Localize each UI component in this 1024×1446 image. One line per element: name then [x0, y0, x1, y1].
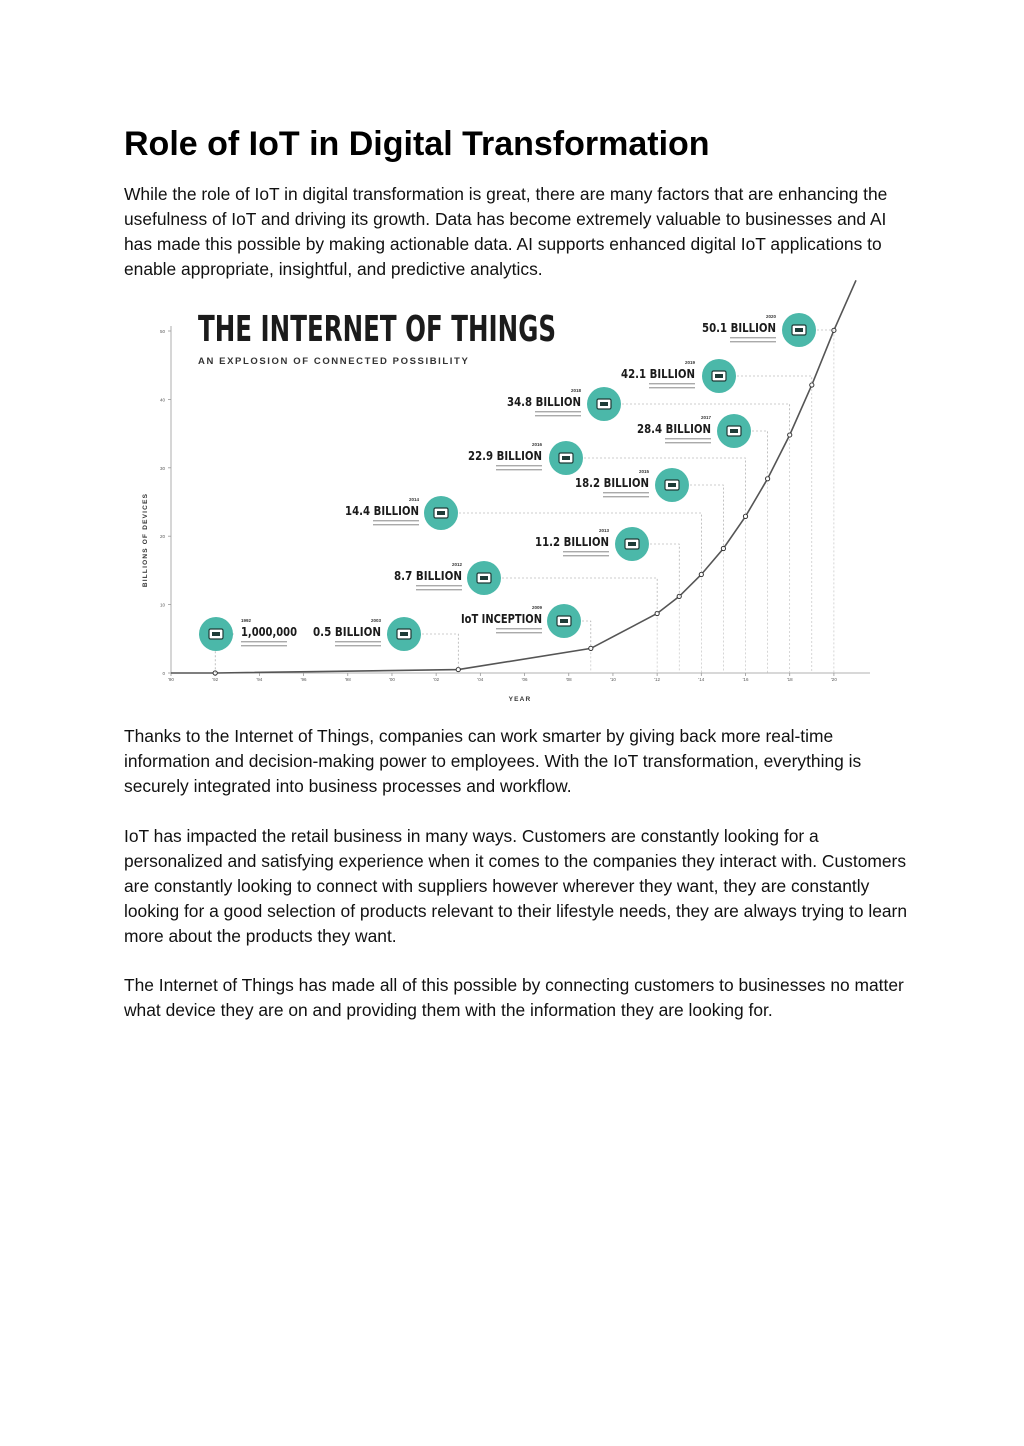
callout-caption-line	[603, 496, 649, 497]
y-tick-label: 20	[159, 534, 165, 540]
callout-label: 50.1 BILLION	[702, 321, 776, 335]
callout-year: 2009	[531, 605, 542, 610]
callout-caption-line	[241, 645, 287, 646]
callout-1992	[199, 617, 297, 673]
callout-year: 2003	[370, 618, 381, 623]
x-tick-label: '02	[433, 677, 440, 682]
callout-caption-line	[665, 438, 711, 439]
callout-2003	[313, 617, 458, 670]
x-tick-label: '04	[477, 677, 484, 682]
callout-caption-line	[535, 411, 581, 412]
body-paragraph: The Internet of Things has made all of this possible by connecting customers to businesses no matter what device they are on and providing them with the information they are looking for.	[124, 975, 904, 1020]
callout-caption-line	[563, 551, 609, 552]
callout-2012	[394, 561, 657, 613]
icon-glyph-detail	[730, 429, 738, 433]
callout-year: 2015	[638, 469, 649, 474]
callout-year: 2017	[700, 415, 711, 420]
callout-label: 22.9 BILLION	[468, 449, 542, 463]
callout-year: 2019	[684, 360, 695, 365]
callout-label: 11.2 BILLION	[535, 535, 609, 549]
callout-connector	[690, 485, 723, 549]
callout-label: 34.8 BILLION	[507, 395, 581, 409]
callout-caption-line	[649, 387, 695, 388]
icon-glyph-detail	[715, 374, 723, 378]
y-tick-label: 10	[159, 602, 165, 608]
callout-connector	[422, 634, 458, 670]
body-paragraph: IoT has impacted the retail business in many ways. Customers are constantly looking for a personalized and satisfying experience when it comes to the companies they interact with. Customers are constantly looking to connect with suppliers however wherever they want, they are constantly looking for a good selection of products relevant to their lifestyle needs, they are always trying to learn more about the products they want.	[124, 826, 908, 946]
callout-caption-line	[535, 415, 581, 416]
chart-subtitle: AN EXPLOSION OF CONNECTED POSSIBILITY	[198, 356, 470, 367]
callout-year: 2014	[408, 497, 419, 502]
callout-connector	[752, 431, 768, 479]
data-point	[810, 383, 814, 387]
icon-glyph-detail	[628, 542, 636, 546]
callout-year: 1992	[241, 618, 252, 623]
callout-label: 42.1 BILLION	[621, 367, 695, 381]
icon-glyph-detail	[795, 328, 803, 332]
callout-caption-line	[241, 641, 287, 642]
callout-year: 2012	[451, 562, 462, 567]
callout-connector	[582, 621, 591, 648]
data-point	[699, 572, 703, 576]
x-tick-label: '90	[168, 677, 174, 682]
callout-label: 8.7 BILLION	[394, 569, 462, 583]
icon-glyph-detail	[560, 619, 568, 623]
y-tick-label: 30	[159, 465, 165, 471]
callout-2009	[461, 604, 591, 648]
callout-caption-line	[730, 337, 776, 338]
icon-glyph-detail	[480, 576, 488, 580]
x-tick-label: '20	[830, 677, 837, 682]
icon-glyph-detail	[668, 483, 676, 487]
callout-connector	[650, 544, 679, 596]
x-tick-label: '92	[212, 677, 219, 682]
callout-caption-line	[563, 555, 609, 556]
callout-caption-line	[603, 492, 649, 493]
chart-title: THE INTERNET OF THINGS	[198, 309, 556, 350]
callout-caption-line	[730, 341, 776, 342]
callout-caption-line	[496, 628, 542, 629]
callout-caption-line	[373, 524, 419, 525]
callout-2020	[702, 313, 834, 347]
data-point	[456, 667, 460, 671]
callout-year: 2020	[765, 314, 776, 319]
x-tick-label: '00	[389, 677, 395, 682]
callout-label: IoT INCEPTION	[461, 612, 542, 626]
intro-paragraph: While the role of IoT in digital transformation is great, there are many factors that are enhancing the usefulness of IoT and driving its growth. Data has become extremely valuable to businesses and AI has made this possible by making actionable data. AI supports enhanced digital IoT applications to enable appropriate, insightful, and predictive analytics.	[124, 184, 888, 279]
callout-caption-line	[416, 585, 462, 586]
data-point	[832, 328, 836, 332]
callout-caption-line	[665, 442, 711, 443]
callout-caption-line	[649, 383, 695, 384]
icon-glyph-detail	[600, 402, 608, 406]
x-tick-label: '18	[786, 677, 793, 682]
callout-connector	[502, 578, 657, 613]
callout-year: 2013	[598, 528, 609, 533]
y-tick-label: 50	[159, 329, 165, 334]
callout-2019	[621, 359, 812, 393]
x-tick-label: '96	[300, 677, 307, 682]
document-body	[124, 120, 914, 282]
paragraph-4	[124, 973, 914, 1023]
x-tick-label: '94	[256, 677, 263, 682]
callout-caption-line	[335, 645, 381, 646]
callout-2017	[637, 414, 768, 479]
callout-label: 14.4 BILLION	[345, 504, 419, 518]
y-tick-label: 0	[162, 671, 165, 676]
callout-caption-line	[335, 641, 381, 642]
callout-2014	[345, 496, 701, 575]
x-tick-label: '14	[698, 677, 705, 682]
x-tick-label: '08	[565, 677, 572, 682]
callout-label: 1,000,000	[241, 625, 297, 639]
callout-connector	[737, 376, 812, 385]
paragraph-2	[124, 724, 914, 799]
callout-label: 18.2 BILLION	[575, 476, 649, 490]
icon-glyph-detail	[562, 456, 570, 460]
icon-glyph-detail	[437, 511, 445, 515]
x-axis-label: YEAR	[508, 696, 532, 703]
x-tick-label: '06	[521, 677, 528, 682]
callout-caption-line	[496, 632, 542, 633]
iot-growth-chart	[124, 278, 876, 710]
data-point	[743, 514, 747, 518]
callout-caption-line	[496, 465, 542, 466]
x-tick-label: '98	[344, 677, 351, 682]
x-tick-label: '16	[742, 677, 749, 682]
callout-caption-line	[373, 520, 419, 521]
icon-glyph-detail	[212, 632, 220, 636]
y-axis-label: BILLIONS OF DEVICES	[142, 492, 149, 588]
callout-label: 28.4 BILLION	[637, 422, 711, 436]
callout-2013	[535, 527, 679, 596]
callout-caption-line	[416, 589, 462, 590]
callout-label: 0.5 BILLION	[313, 625, 381, 639]
callout-year: 2016	[531, 442, 542, 447]
icon-glyph-detail	[400, 632, 408, 636]
x-tick-label: '10	[609, 677, 616, 682]
iot-infographic	[124, 278, 876, 710]
paragraph-3	[124, 824, 914, 949]
x-tick-label: '12	[654, 677, 661, 682]
body-paragraph: Thanks to the Internet of Things, companies can work smarter by giving back more real-time information and decision-making power to employees. With the IoT transformation, everything is securely integrated into business processes and workflow.	[124, 726, 862, 796]
callout-year: 2018	[570, 388, 581, 393]
callout-caption-line	[496, 469, 542, 470]
y-tick-label: 40	[159, 397, 165, 403]
page-title: Role of IoT in Digital Transformation	[124, 125, 710, 163]
